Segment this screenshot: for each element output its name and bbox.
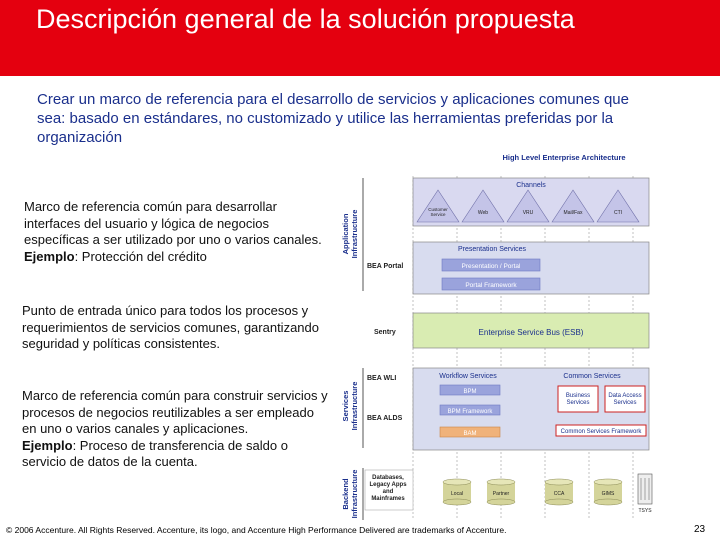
db-bottom [545, 499, 573, 505]
side-label-line1: Services [341, 390, 350, 422]
side-label-line2: Infrastructure [350, 381, 359, 431]
note-example-label: Ejemplo [22, 437, 73, 453]
channels-header: Channels [516, 182, 546, 189]
business-services-label: Business Services [565, 393, 591, 406]
note-example-label: Ejemplo [24, 248, 75, 264]
side-label-services [341, 382, 359, 431]
note-application [24, 199, 324, 265]
portal-framework-label: Portal Framework [465, 282, 517, 289]
channel-customer-service-label: Customer Service [428, 207, 448, 217]
note-services [22, 388, 332, 471]
channel-web-label: Web [477, 210, 489, 216]
bpm-framework-label: BPM Framework [447, 409, 493, 415]
db-cca [545, 479, 573, 505]
architecture-diagram [330, 148, 670, 524]
data-access-services-box [605, 386, 645, 412]
db-partner [487, 479, 515, 505]
db-top [545, 479, 573, 485]
db-cca-label: CCA [553, 491, 565, 497]
note-text: Marco de referencia común para desarrollar interfaces del usuario y lógica de negocios específicas a ser utilizado por uno o varios canales. [24, 199, 322, 247]
db-gims [594, 479, 622, 505]
side-label-backend [341, 470, 359, 519]
data-access-services-label: Data Access Services [608, 393, 642, 406]
row-label-bea-alds: BEA ALDS [367, 415, 403, 422]
page-number: 23 [694, 524, 706, 535]
note-text: Marco de referencia común para construir servicios y procesos de negocios reutilizables a ser empleado en uno o varios canales y aplicaciones. [22, 388, 328, 436]
db-top [487, 479, 515, 485]
side-label-line1: Backend [341, 478, 350, 510]
db-gims-label: GIMS [601, 491, 615, 497]
common-header: Common Services [563, 373, 621, 380]
backend-systems [443, 474, 652, 514]
row-label-bea-wli: BEA WLI [367, 375, 397, 382]
db-local [443, 479, 471, 505]
slide-subtitle: Crear un marco de referencia para el desarrollo de servicios y aplicaciones comunes que sea: basado en estándares, no customizado y utilice las herramientas preferidas por la organización [37, 91, 629, 146]
presentation-header: Presentation Services [457, 246, 527, 253]
bam-label: BAM [463, 431, 477, 437]
note-example-text: : Proceso de transferencia de saldo o servicio de datos de la cuenta. [22, 437, 288, 469]
note-text: Punto de entrada único para todos los procesos y requerimientos de servicios comunes, garantizando seguridad y políticas consistentes. [22, 303, 319, 351]
business-services-box [558, 386, 598, 412]
note-esb [22, 303, 342, 353]
row-label-sentry: Sentry [374, 329, 396, 336]
workflow-header: Workflow Services [439, 373, 497, 380]
side-label-line1: Application [341, 213, 350, 255]
db-bottom [594, 499, 622, 505]
mainframe-tsys [638, 474, 652, 514]
db-partner-label: Partner [492, 491, 510, 497]
db-local-label: Local [451, 491, 463, 497]
backend-label: Databases, Legacy Apps and Mainframes [369, 475, 407, 502]
footer-copyright: © 2006 Accenture. All Rights Reserved. Accenture, its logo, and Accenture High Performance Delivered are trademarks of Accenture. [6, 525, 507, 535]
esb-label: Enterprise Service Bus (ESB) [478, 328, 584, 337]
db-top [443, 479, 471, 485]
db-bottom [487, 499, 515, 505]
db-bottom [443, 499, 471, 505]
bpm-label: BPM [463, 389, 477, 395]
channel-vru-label: VRU [522, 210, 534, 216]
presentation-portal-label: Presentation / Portal [461, 263, 521, 270]
channel-cti-label: CTI [613, 210, 623, 216]
tsys-label: TSYS [638, 508, 652, 514]
slide-title: Descripción general de la solución propuesta [36, 4, 575, 34]
channel-mailfax-label: Mail/Fax [563, 210, 583, 216]
side-label-line2: Infrastructure [350, 209, 359, 259]
side-label-line2: Infrastructure [350, 469, 359, 519]
row-label-bea-portal: BEA Portal [367, 263, 404, 270]
side-label-application [341, 210, 359, 259]
diagram-title: High Level Enterprise Architecture [502, 153, 626, 162]
common-services-framework-label: Common Services Framework [560, 429, 642, 435]
note-example-text: : Protección del crédito [74, 248, 207, 264]
db-top [594, 479, 622, 485]
